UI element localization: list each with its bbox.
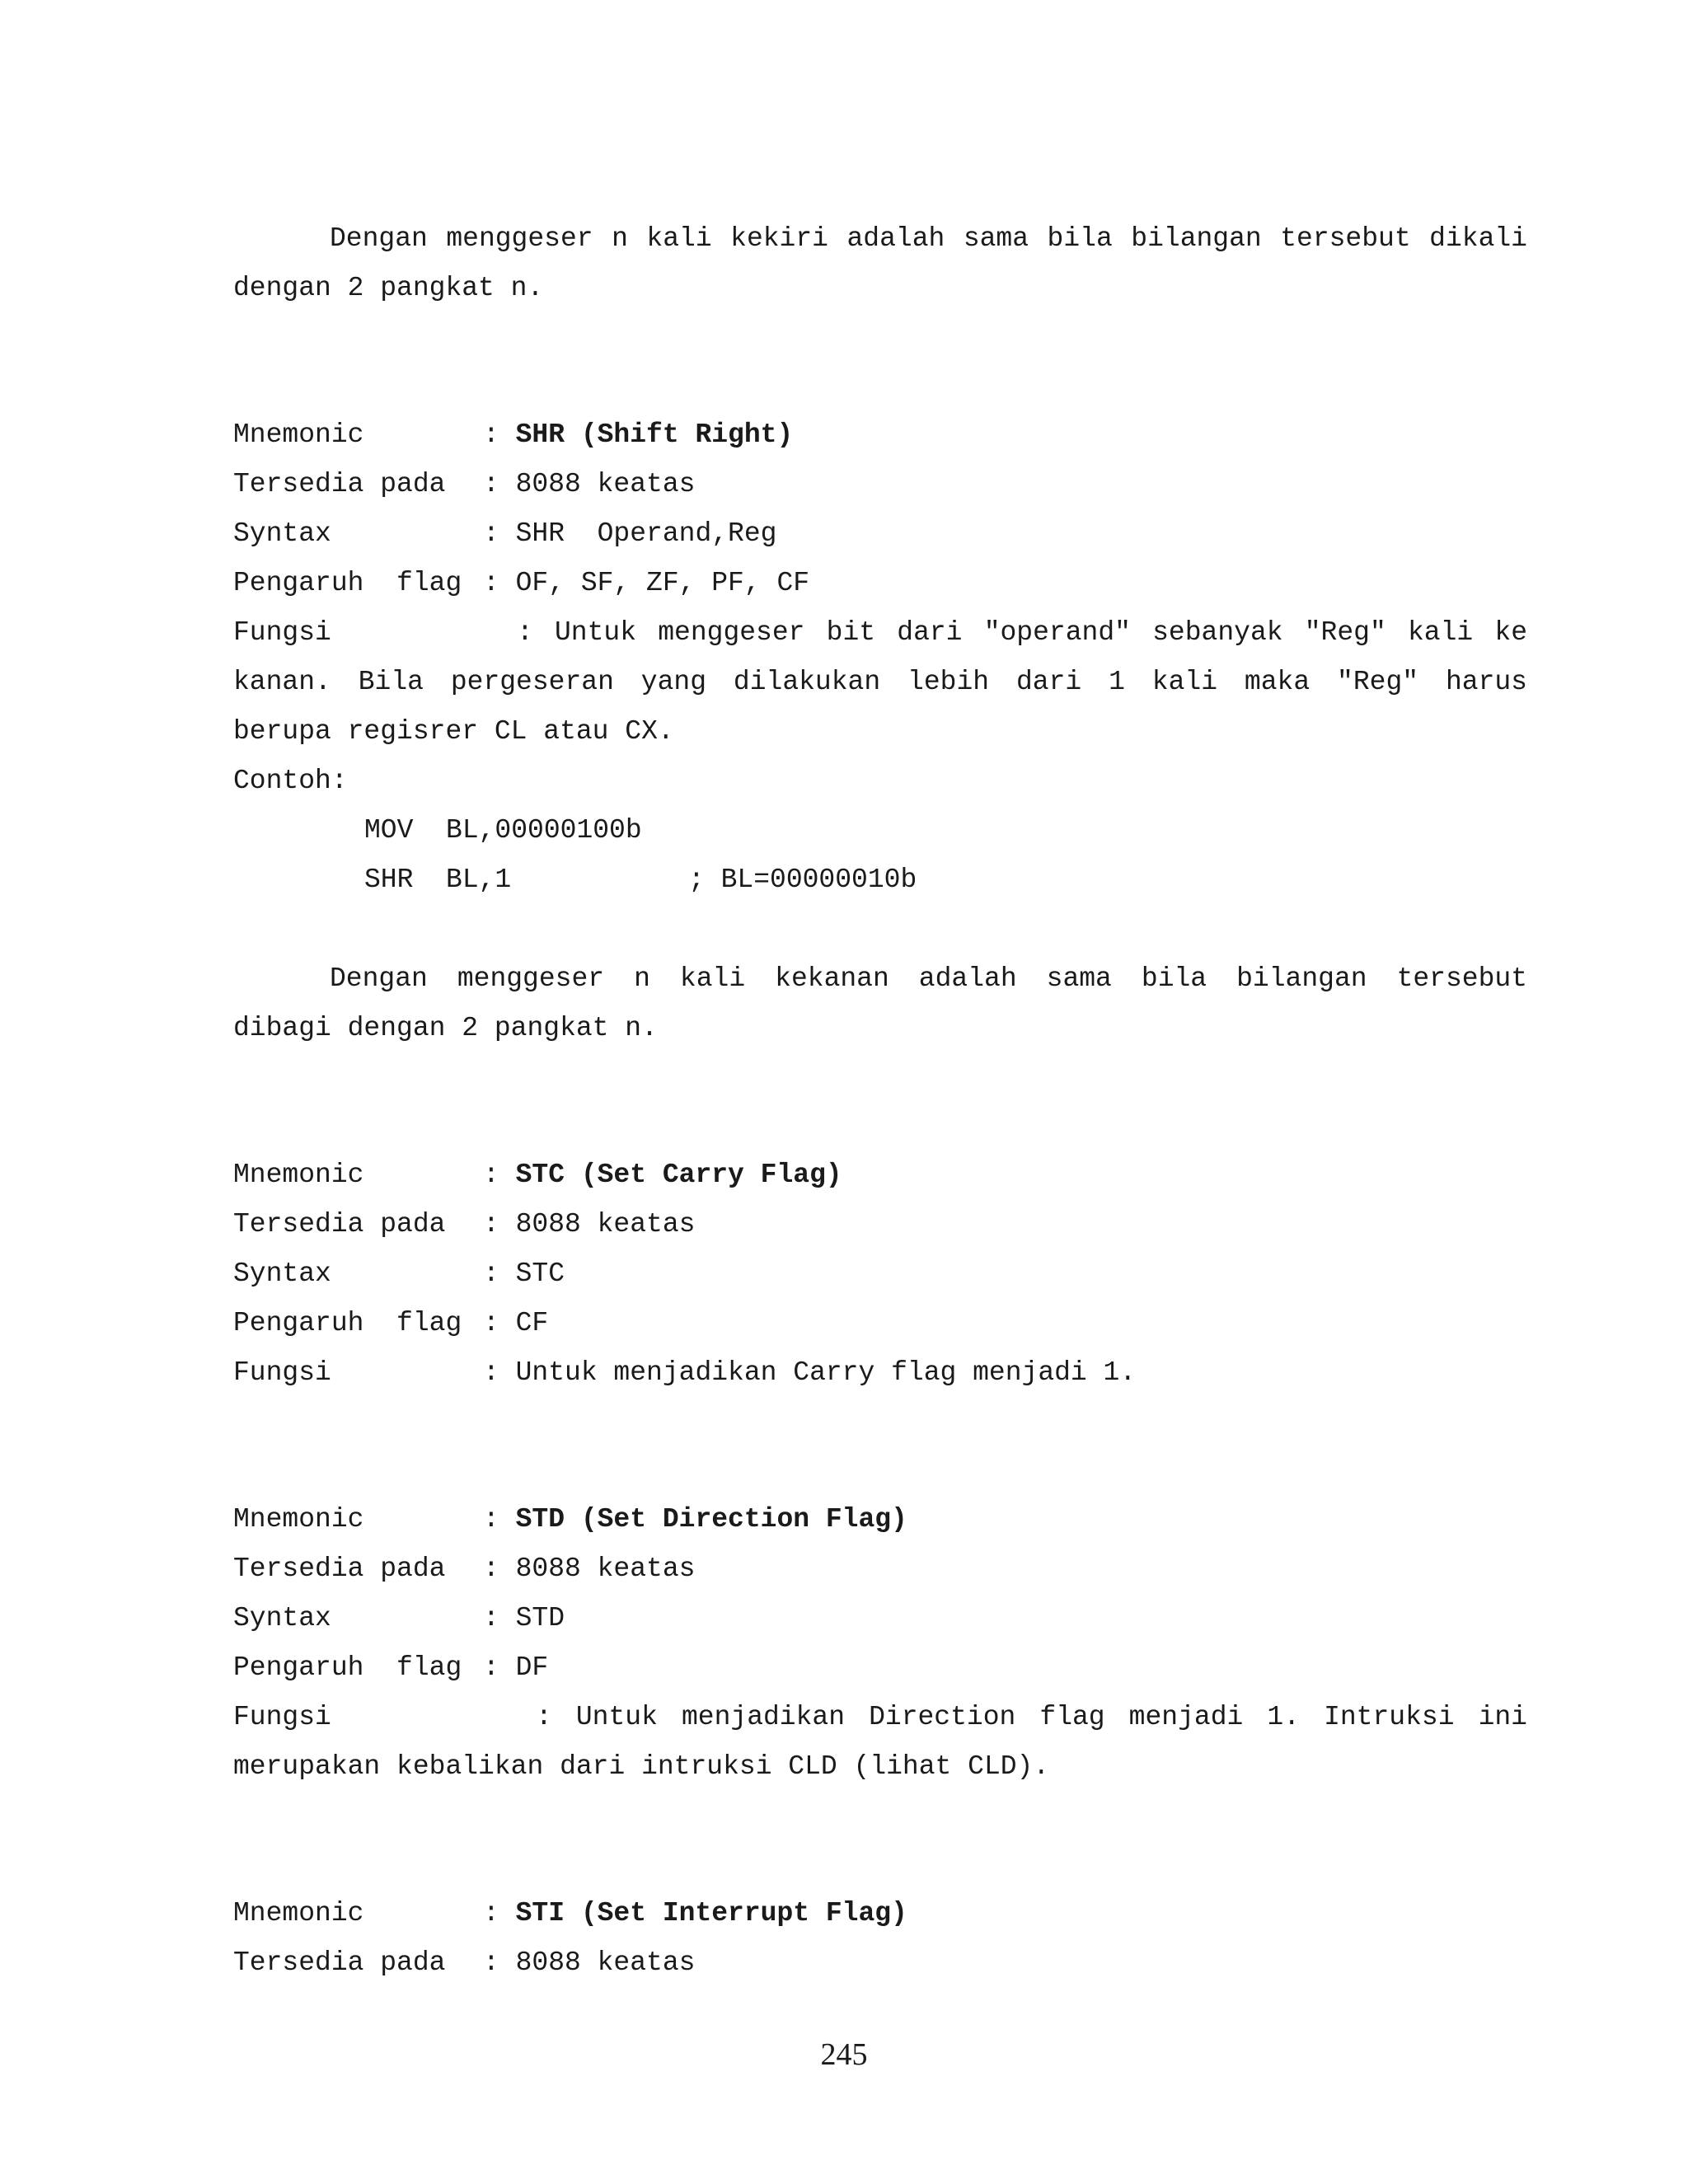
shr-code-line-2: SHR BL,1 ; BL=00000010b	[364, 865, 917, 895]
shr-code-line-1: MOV BL,00000100b	[364, 815, 642, 846]
stc-syntax-row: Syntax : STC	[233, 1258, 565, 1289]
shr-function-label: Fungsi	[233, 617, 331, 648]
std-available-row: Tersedia pada : 8088 keatas	[233, 1554, 696, 1584]
stc-mnemonic-row: Mnemonic : STC (Set Carry Flag)	[233, 1160, 842, 1190]
std-mnemonic: STD (Set Direction Flag)	[515, 1504, 907, 1535]
shr-mnemonic-row: Mnemonic : SHR (Shift Right)	[233, 419, 794, 450]
intro-line-2: dengan 2 pangkat n.	[233, 273, 544, 303]
sti-mnemonic: STI (Set Interrupt Flag)	[515, 1898, 907, 1929]
stc-mnemonic: STC (Set Carry Flag)	[515, 1160, 842, 1190]
std-flags-row: Pengaruh flag : DF	[233, 1652, 549, 1683]
std-mnemonic-row: Mnemonic : STD (Set Direction Flag)	[233, 1504, 907, 1535]
sti-available-row: Tersedia pada : 8088 keatas	[233, 1947, 696, 1978]
intro-line-1: Dengan menggeser n kali kekiri adalah sama bila bilangan tersebut dikali	[330, 223, 1527, 254]
std-function-line-1: : Untuk menjadikan Direction flag menjadi 1. Intruksi ini	[536, 1702, 1527, 1732]
sti-mnemonic-row: Mnemonic : STI (Set Interrupt Flag)	[233, 1898, 907, 1929]
page-number: 245	[820, 2037, 868, 2072]
shr-function-line-3: berupa regisrer CL atau CX.	[233, 716, 674, 747]
shr-example-label: Contoh:	[233, 766, 348, 796]
std-function-label: Fungsi	[233, 1702, 331, 1732]
std-function-line-2: merupakan kebalikan dari intruksi CLD (lihat CLD).	[233, 1751, 1050, 1782]
stc-available-row: Tersedia pada : 8088 keatas	[233, 1209, 696, 1240]
stc-function-row: Fungsi : Untuk menjadikan Carry flag menjadi 1.	[233, 1357, 1137, 1388]
shr-syntax-row: Syntax : SHR Operand,Reg	[233, 518, 777, 549]
shr-function-line-2: kanan. Bila pergeseran yang dilakukan lebih dari 1 kali maka "Reg" harus	[233, 667, 1527, 697]
shr-note-line-1: Dengan menggeser n kali kekanan adalah sama bila bilangan tersebut	[330, 963, 1527, 994]
shr-note-line-2: dibagi dengan 2 pangkat n.	[233, 1013, 658, 1043]
shr-mnemonic: SHR (Shift Right)	[515, 419, 794, 450]
std-syntax-row: Syntax : STD	[233, 1603, 565, 1633]
shr-available-row: Tersedia pada : 8088 keatas	[233, 469, 696, 499]
shr-function-line-1: : Untuk menggeser bit dari "operand" sebanyak "Reg" kali ke	[517, 617, 1527, 648]
shr-flags-row: Pengaruh flag : OF, SF, ZF, PF, CF	[233, 568, 810, 598]
stc-flags-row: Pengaruh flag : CF	[233, 1308, 549, 1338]
shr-code-comment: ; BL=00000010b	[688, 865, 917, 895]
